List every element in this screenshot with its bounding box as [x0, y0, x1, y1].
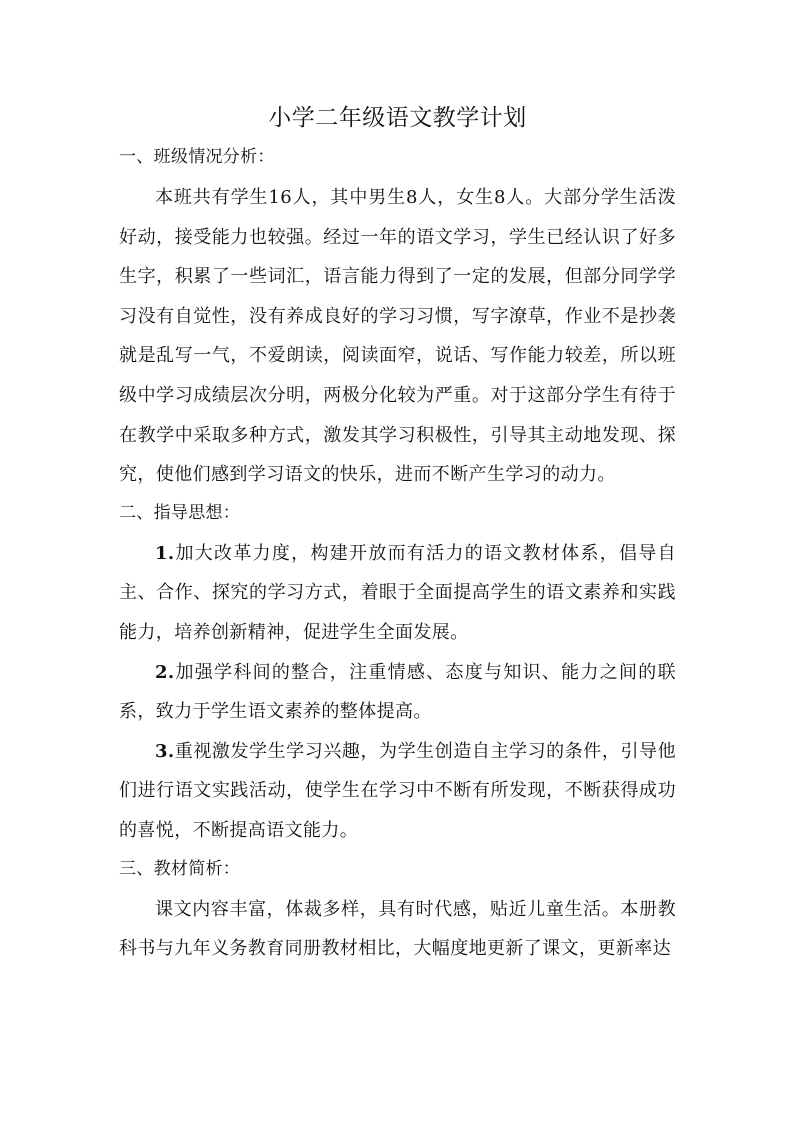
document-title: 小学二年级语文教学计划 [268, 105, 527, 131]
section-textbook-analysis [119, 851, 676, 969]
section-guiding-ideology [119, 495, 676, 851]
item-text: 加大改革力度，构建开放而有活力的语文教材体系，倡导自主、合作、探究的学习方式，着眼于全面提高学生的语文素养和实践能力，培养创新精神，促进学生全面发展。 [119, 542, 676, 643]
item-number: 2. [155, 661, 175, 683]
document-body [119, 100, 676, 969]
section-heading: 三、教材简析： [119, 858, 241, 879]
paragraph: 课文内容丰富，体裁多样，具有时代感，贴近儿童生活。本册教科书与九年义务教育同册教材相比，大幅度地更新了课文，更新率达 [119, 898, 676, 960]
section-heading: 二、指导思想： [119, 502, 241, 523]
item-number: 3. [155, 740, 175, 762]
section-class-analysis [119, 139, 676, 495]
paragraph: 本班共有学生16人，其中男生8人，女生8人。大部分学生活泼好动，接受能力也较强。经过一年的语文学习，学生已经认识了好多生字，积累了一些词汇，语言能力得到了一定的发展，但部分同学学习没有自觉性，没有养成良好的学习习惯，写字潦草，作业不是抄袭就是乱写一气，不爱朗读，阅读面窄，说话、写作能力较差，所以班级中学习成绩层次分明，两极分化较为严重。对于这部分学生有待于在教学中采取多种方式，激发其学习积极性，引导其主动地发现、探究，使他们感到学习语文的快乐，进而不断产生学习的动力。 [119, 187, 676, 486]
numbered-paragraph [119, 534, 676, 653]
numbered-paragraph [119, 732, 676, 851]
item-text: 加强学科间的整合，注重情感、态度与知识、能力之间的联系，致力于学生语文素养的整体提高。 [119, 661, 676, 723]
section-heading: 一、班级情况分析： [119, 147, 275, 167]
item-text: 重视激发学生学习兴趣，为学生创造自主学习的条件，引导他们进行语文实践活动，使学生在学习中不断有所发现，不断获得成功的喜悦，不断提高语文能力。 [119, 740, 676, 841]
item-number: 1. [155, 542, 175, 564]
numbered-paragraph [119, 653, 676, 732]
